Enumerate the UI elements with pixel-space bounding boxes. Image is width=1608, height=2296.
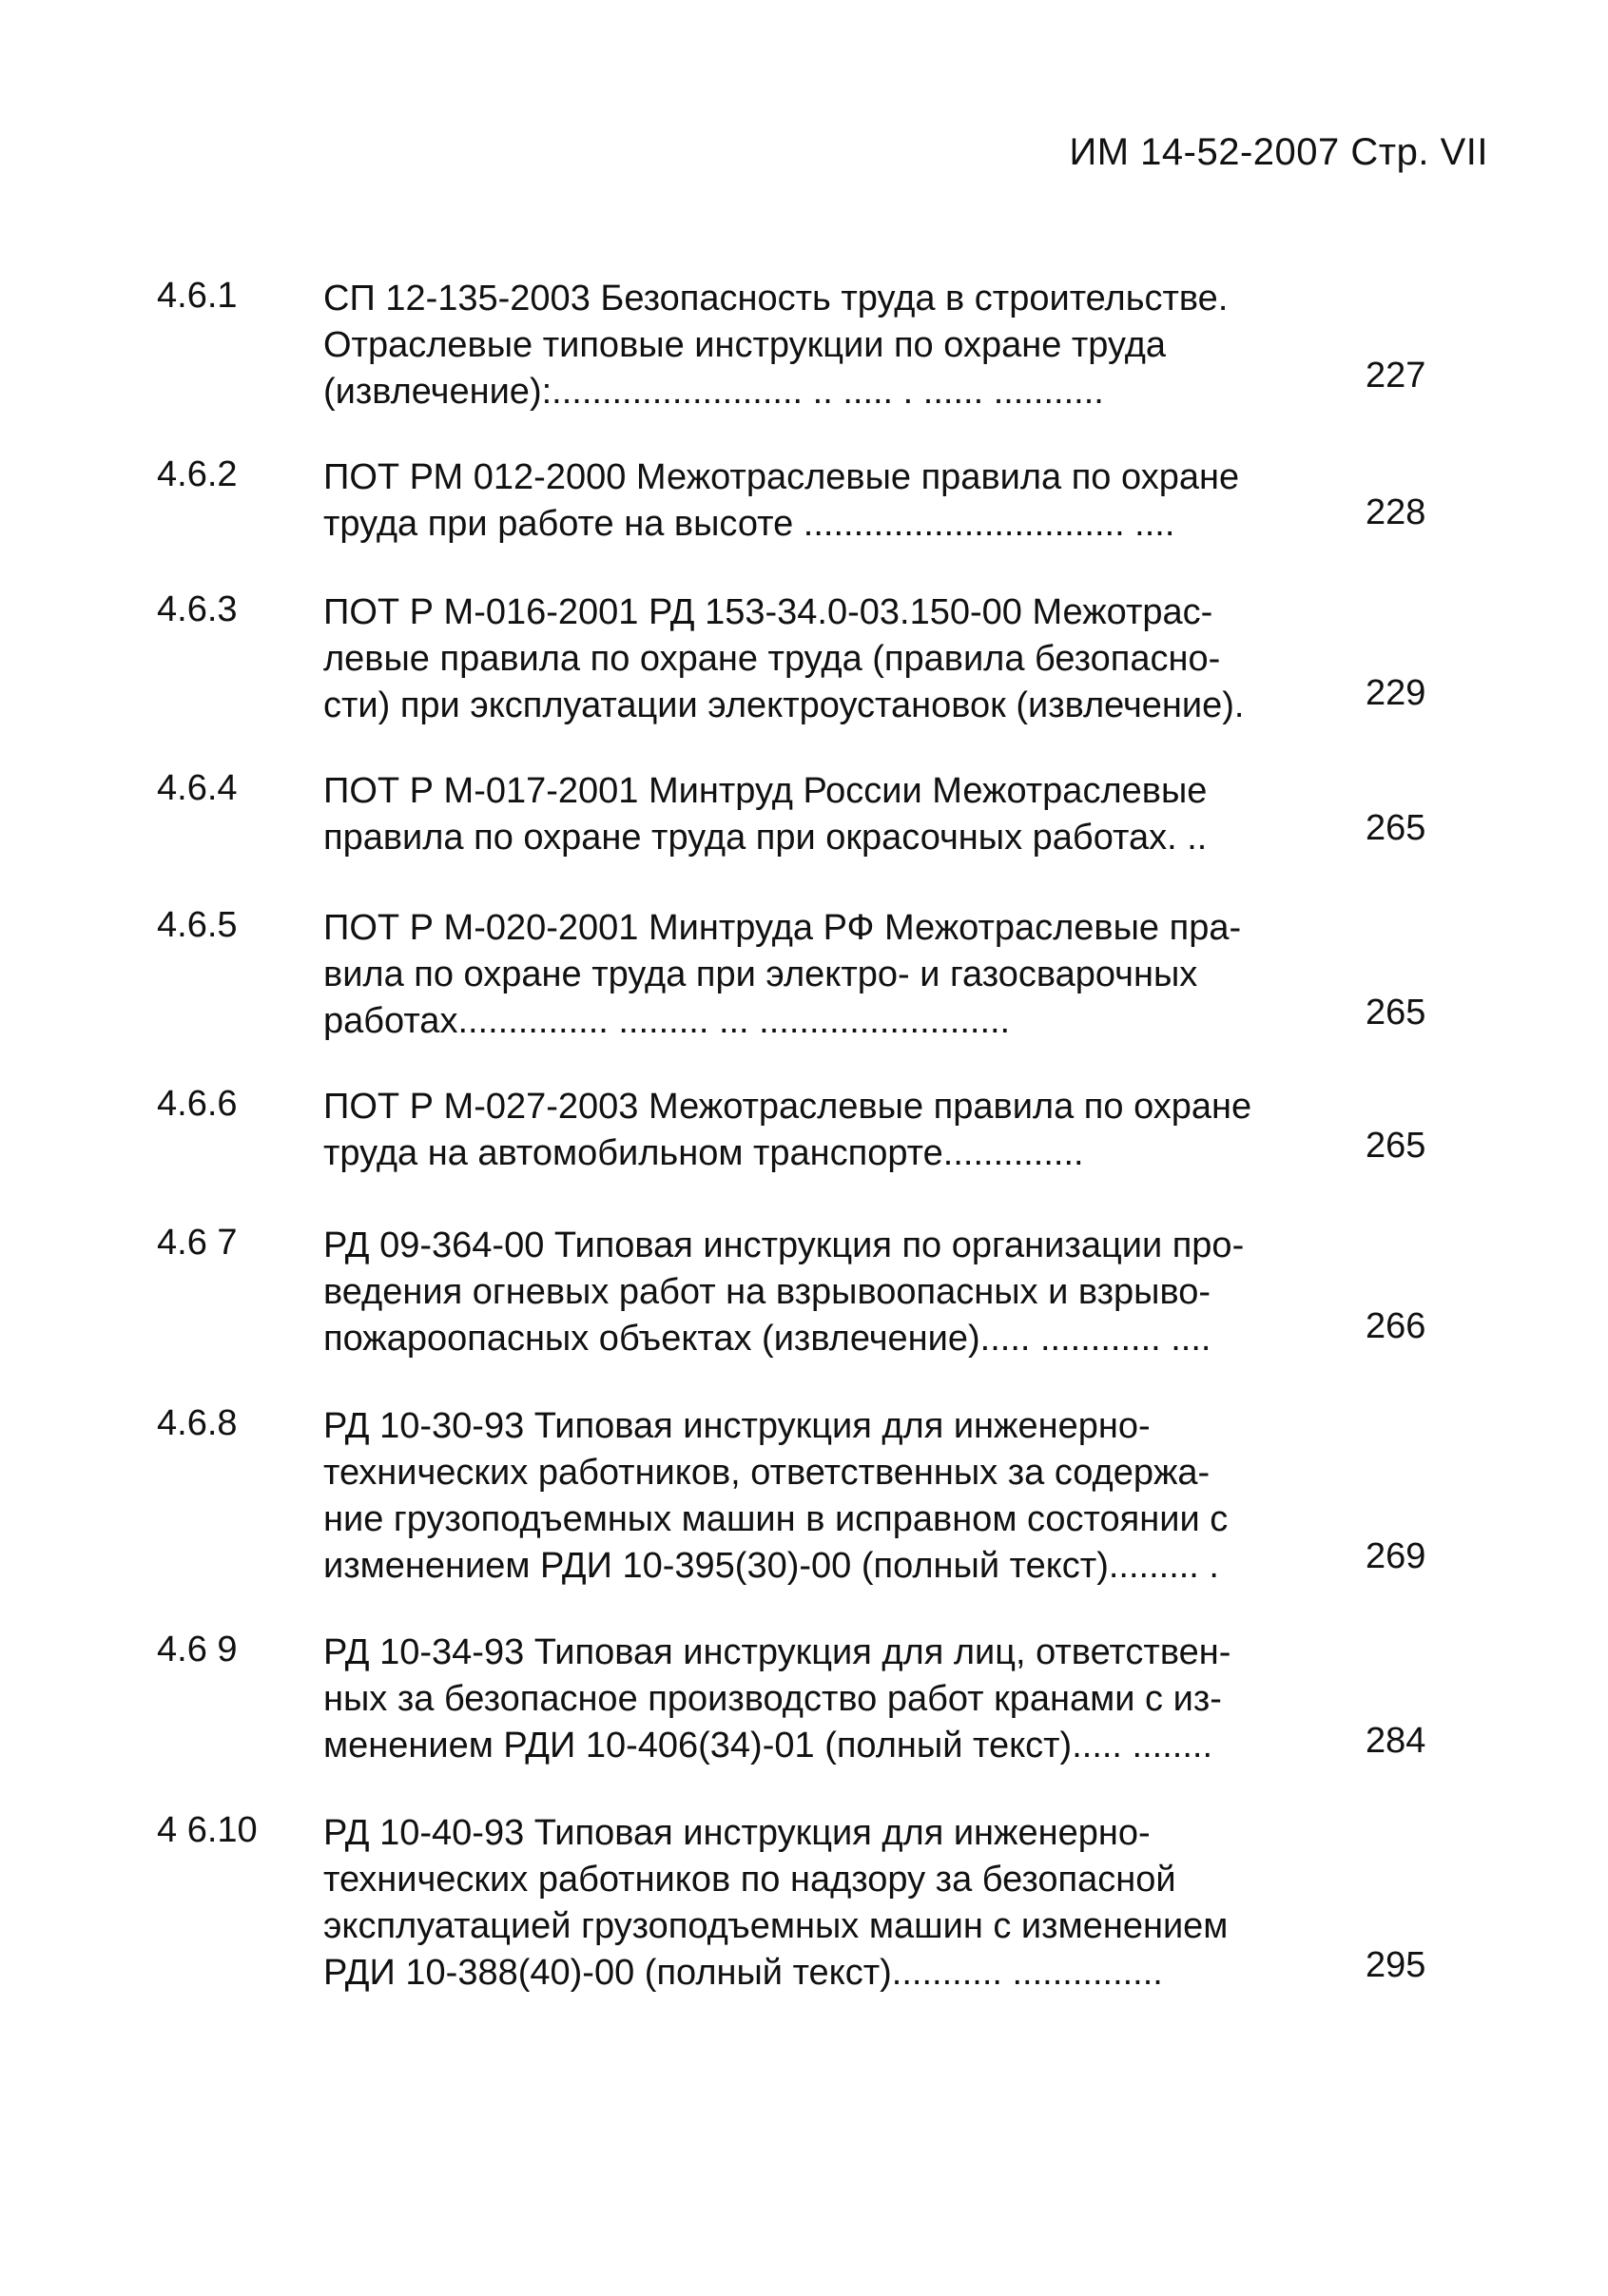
entry-page-number: 266 [1366, 1306, 1426, 1346]
entry-title-line: ПОТ Р М-020-2001 Минтруда РФ Межотраслевые пра- [323, 908, 1242, 948]
entry-page-number: 229 [1366, 673, 1426, 713]
entry-page-number: 284 [1366, 1721, 1426, 1761]
entry-title [323, 1084, 1346, 1177]
entry-title-line: РД 10-34-93 Типовая инструкция для лиц, ответствен- [323, 1632, 1231, 1672]
entry-title-line: ПОТ Р М-027-2003 Межотраслевые правила по охране [323, 1087, 1252, 1127]
entry-page-number: 265 [1366, 1126, 1426, 1166]
entry-number: 4.6.5 [157, 905, 238, 945]
entry-page-number: 265 [1366, 993, 1426, 1032]
entry-title [323, 454, 1346, 548]
entry-title-line: эксплуатацией грузоподъемных машин с изменением [323, 1906, 1229, 1946]
entry-page-number: 228 [1366, 492, 1426, 532]
entry-title-line: (извлечение):......................... .. ..... . ...... ........... [323, 372, 1104, 412]
entry-title [323, 1403, 1346, 1590]
entry-title-line: вила по охране труда при электро- и газосварочных [323, 955, 1198, 994]
entry-page-number: 269 [1366, 1536, 1426, 1576]
entry-title [323, 1810, 1346, 1997]
entry-title [323, 1630, 1346, 1769]
entry-title-line: ПОТ Р М-017-2001 Минтруд России Межотраслевые [323, 771, 1208, 811]
entry-title-line: РД 10-40-93 Типовая инструкция для инженерно- [323, 1813, 1151, 1853]
entry-title [323, 589, 1346, 729]
entry-title-line: технических работников, ответственных за содержа- [323, 1453, 1211, 1493]
entry-title-line: РД 09-364-00 Типовая инструкция по организации про- [323, 1225, 1245, 1265]
entry-title [323, 768, 1346, 861]
entry-number: 4.6 9 [157, 1630, 238, 1669]
entry-number: 4 6.10 [157, 1810, 258, 1850]
entry-title-line: РДИ 10-388(40)-00 (полный текст)........... ............... [323, 1953, 1163, 1993]
entry-title-line: сти) при эксплуатации электроустановок (извлечение). [323, 685, 1245, 725]
entry-title-line: труда на автомобильном транспорте.............. [323, 1133, 1084, 1173]
entry-title-line: ПОТ Р М-016-2001 РД 153-34.0-03.150-00 Межотрас- [323, 592, 1213, 632]
page-header: ИМ 14-52-2007 Стр. VII [1069, 131, 1488, 173]
entry-title-line: СП 12-135-2003 Безопасность труда в строительстве. [323, 279, 1229, 318]
entry-title-line: левые правила по охране труда (правила безопасно- [323, 639, 1221, 679]
entry-title-line: менением РДИ 10-406(34)-01 (полный текст)..... ........ [323, 1726, 1213, 1765]
entry-title [323, 1223, 1346, 1362]
entry-title-line: ПОТ РМ 012-2000 Межотраслевые правила по охране [323, 457, 1240, 497]
entry-title [323, 276, 1346, 415]
entry-number: 4.6.6 [157, 1084, 238, 1124]
entry-number: 4.6.1 [157, 276, 238, 316]
entry-title-line: изменением РДИ 10-395(30)-00 (полный текст)......... . [323, 1546, 1219, 1586]
entry-page-number: 227 [1366, 356, 1426, 396]
entry-title-line: пожароопасных объектах (извлечение)..... ............ .... [323, 1319, 1211, 1359]
entry-title-line: ведения огневых работ на взрывоопасных и взрыво- [323, 1272, 1211, 1312]
entry-number: 4.6.4 [157, 768, 238, 808]
entry-number: 4.6.2 [157, 454, 238, 494]
entry-title-line: работах............... ......... ... ......................... [323, 1001, 1011, 1041]
entry-title-line: труда при работе на высоте ................................ .... [323, 504, 1175, 544]
entry-number: 4.6.8 [157, 1403, 238, 1443]
entry-title-line: РД 10-30-93 Типовая инструкция для инженерно- [323, 1406, 1151, 1446]
entry-page-number: 295 [1366, 1945, 1426, 1985]
entry-title-line: правила по охране труда при окрасочных работах. .. [323, 818, 1208, 858]
entry-title-line: Отраслевые типовые инструкции по охране труда [323, 325, 1167, 365]
entry-number: 4.6 7 [157, 1223, 238, 1263]
entry-number: 4.6.3 [157, 589, 238, 629]
entry-title-line: ных за безопасное производство работ кранами с из- [323, 1679, 1222, 1719]
entry-title-line: ние грузоподъемных машин в исправном состоянии с [323, 1499, 1229, 1539]
entry-page-number: 265 [1366, 808, 1426, 848]
entry-title [323, 905, 1346, 1045]
entry-title-line: технических работников по надзору за безопасной [323, 1860, 1176, 1900]
